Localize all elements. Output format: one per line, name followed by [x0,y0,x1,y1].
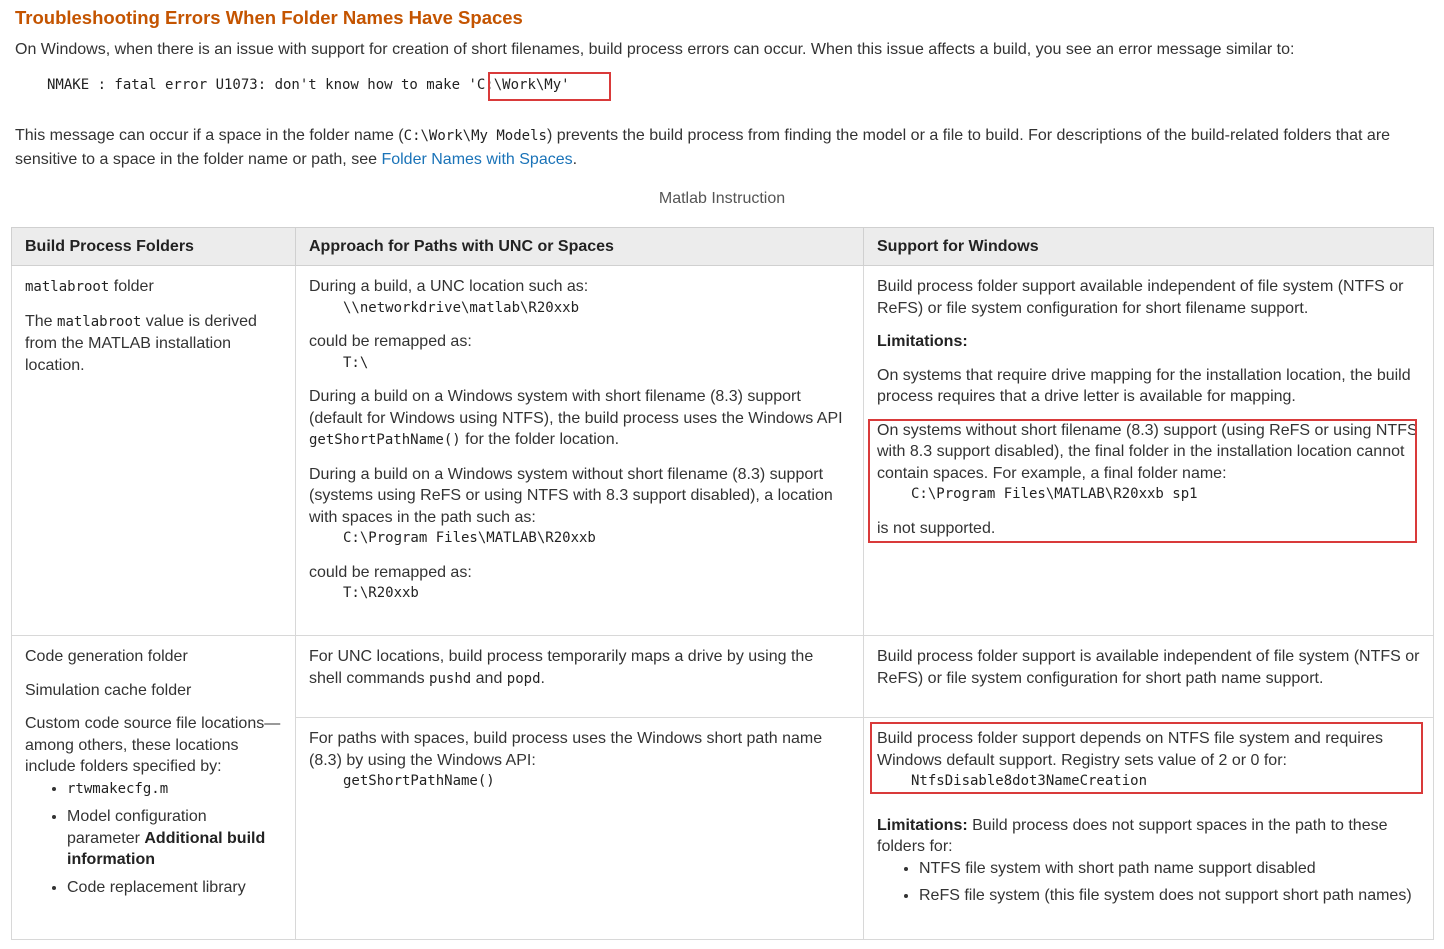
r1c2-code3: C:\Program Files\MATLAB\R20xxb [343,530,596,546]
list-item [67,778,282,801]
r1c1-pre: The [25,312,58,330]
desc-code: C:\Work\My Models [403,128,547,144]
highlight-box-spaces-unsupported [868,419,1417,543]
r1c3-p1: Build process folder support available independent of file system (NTFS or ReFS) or file system configuration for short filename support. [877,278,1404,317]
r2c1-li3: Code replacement library [67,878,246,896]
row1-folders [12,266,296,636]
r1c2-p1: During a build, a UNC location such as: [309,278,589,295]
matlabroot-code: matlabroot [25,279,110,295]
r2c2a-post: . [540,669,545,687]
r2c3b-li2: ReFS file system (this file system does not support short path names) [919,887,1412,904]
intro-text: On Windows, when there is an issue with support for creation of short filenames, build process errors can occur. When this issue affects a build, you see an error message similar to: [15,41,1295,58]
header-support: Support for Windows [864,228,1434,266]
r1c3-limitations: Limitations: [877,333,968,350]
header-approach: Approach for Paths with UNC or Spaces [296,228,864,266]
folders-table [11,227,1434,940]
r1c2-p3-code: getShortPathName() [309,432,461,448]
r2c2a-code2: popd [506,670,541,687]
error-highlight-box [488,72,611,101]
r2c3b-p1: Build process folder support depends on NTFS file system and requires Windows default support. Registry sets value of 2 or 0 for: [877,730,1384,769]
r2c1-li2-bold: Additional build information [67,829,266,868]
table-row [12,636,1434,718]
desc-part3: . [572,151,578,168]
r2c1-p2: Simulation cache folder [25,681,192,699]
r2c2a-mid: and [471,669,507,687]
r2c2b: For paths with spaces, build process uses the Windows short path name (8.3) by using the Windows API: [309,730,823,769]
list-item [919,858,1420,880]
r2c1-li1: rtwmakecfg.m [67,780,169,797]
r1c2-p2: could be remapped as: [309,333,472,350]
folder-label: folder [109,278,154,295]
r2c3b-code: NtfsDisable8dot3NameCreation [911,773,1148,789]
r2c3a: Build process folder support is available independent of file system (NTFS or ReFS) or file system configuration for short path name support. [877,648,1420,687]
highlight-box-registry [870,722,1423,794]
desc-part2: ) prevents the build process from finding the model or a file to build. For descriptions of the build-related folders that are sensitive to a space in the folder name or path, see [15,127,1391,168]
r1c2-code1: \\networkdrive\matlab\R20xxb [343,299,580,316]
header-build-folders: Build Process Folders [12,228,296,266]
r1c3-code: C:\Program Files\MATLAB\R20xxb sp1 [911,486,1198,502]
r2c2b-code: getShortPathName() [343,773,495,789]
r1c2-code2: T:\ [343,354,369,371]
desc-part1: This message can occur if a space in the folder name ( [15,127,404,144]
r1c1-code: matlabroot [57,313,142,330]
r2c1-list [25,778,282,899]
r1c2-p3-pre: During a build on a Windows system with short filename (8.3) support (default for Windows using NTFS), the build process uses the Windows API [309,388,843,427]
row2-support-unc [864,636,1434,718]
r1c2-code4: T:\R20xxb [343,585,419,601]
list-item [67,877,282,899]
error-highlight: 'C:\Work\My' [468,77,570,93]
r2c3b-list [877,858,1420,907]
table-caption: Matlab Instruction [658,190,786,207]
r1c3-p3: On systems without short filename (8.3) support (using ReFS or using NTFS with 8.3 support disabled), the final folder in the installation location cannot contain spaces. For example, a final folder name: [877,421,1418,482]
folder-names-link[interactable]: Folder Names with Spaces [381,151,573,168]
row1-approach [296,266,864,636]
row2-folders [12,636,296,940]
r2c3b-lim-text: Build process does not support spaces in the path to these folders for: [877,816,1388,855]
r1c3-p2: On systems that require drive mapping for the installation location, the build process requires that a drive letter is available for mapping. [877,366,1411,405]
error-prefix: NMAKE : fatal error U1073: don't know how to make [47,77,461,93]
r2c3b-li1: NTFS file system with short path name support disabled [919,859,1316,877]
list-item [67,806,282,871]
list-item [919,885,1420,907]
r1c1-post: value is derived from the MATLAB installation location. [25,312,257,374]
r2c3b-limitations: Limitations: [877,816,968,834]
r2c1-p3: Custom code source file locations—among others, these locations include folders specified by: [25,715,281,775]
description [15,124,1435,171]
r1c2-p4: During a build on a Windows system without short filename (8.3) support (systems using ReFS or using NTFS with 8.3 support disabled), a location with spaces in the path such as: [309,465,833,526]
row2-approach-spaces [296,718,864,940]
r2c2a-pre: For UNC locations, build process temporarily maps a drive by using the shell commands [309,648,814,687]
r1c3-p4: is not supported. [877,519,996,537]
r2c2a-code1: pushd [429,670,472,687]
r2c1-li2-pre: Model configuration parameter [67,808,207,847]
r1c2-p5: could be remapped as: [309,563,472,581]
r1c2-p3-post: for the folder location. [460,431,620,448]
row2-approach-unc [296,636,864,718]
page-title: Troubleshooting Errors When Folder Names Have Spaces [15,7,523,28]
r2c1-p1: Code generation folder [25,648,188,665]
